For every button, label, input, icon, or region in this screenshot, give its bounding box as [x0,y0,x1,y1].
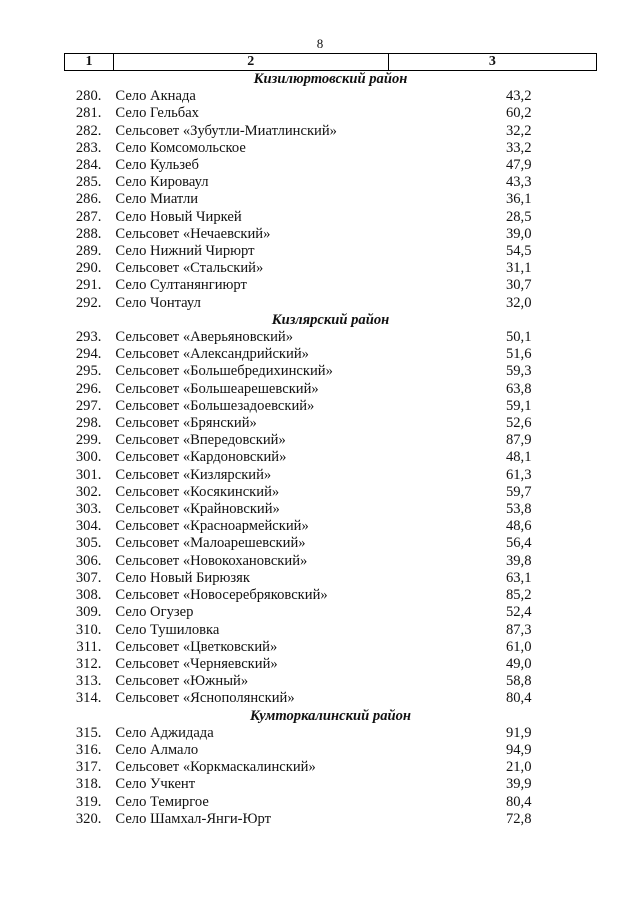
row-number: 280. [75,88,102,105]
settlement-name: Село Султанянгиюрт [115,277,247,294]
row-number: 312. [75,655,102,672]
row-value: 52,4 [505,604,532,621]
settlement-name: Сельсовет «Большезадоевский» [115,397,315,414]
row-number: 313. [75,673,102,690]
row-number: 287. [75,208,102,225]
table-row [65,381,597,398]
row-value: 32,0 [505,294,532,311]
table-row [65,501,597,518]
settlement-name: Сельсовет «Впередовский» [115,432,286,449]
table-row [65,811,597,828]
row-value: 87,9 [505,432,532,449]
table-row [65,209,597,226]
table-row [65,518,597,535]
row-number: 317. [75,759,102,776]
table-row [65,346,597,363]
row-number: 289. [75,243,102,260]
settlement-name: Сельсовет «Кизлярский» [115,466,272,483]
row-number: 314. [75,690,102,707]
row-value: 50,1 [505,329,532,346]
row-number: 302. [75,483,102,500]
row-number: 294. [75,346,102,363]
district-heading: Кизилюртовский район [253,71,408,87]
table-row [65,742,597,759]
table-row [65,673,597,690]
row-value: 28,5 [505,208,532,225]
row-value: 51,6 [505,346,532,363]
table-row [65,329,597,346]
row-number: 297. [75,397,102,414]
table-row [65,656,597,673]
settlement-name: Село Темиргое [115,793,209,810]
row-number: 311. [76,638,102,655]
settlement-name: Село Гельбах [115,105,199,122]
district-heading-row [65,71,597,89]
row-number: 293. [75,329,102,346]
district-heading: Кумторкалинский район [249,707,412,724]
row-value: 43,2 [505,88,532,105]
row-value: 39,9 [505,776,532,793]
row-number: 291. [75,277,102,294]
table-row [65,587,597,604]
settlement-name: Сельсовет «Крайновский» [115,501,280,518]
settlement-name: Сельсовет «Малоарешевский» [115,535,306,552]
row-number: 285. [75,174,102,191]
table-row [65,105,597,122]
settlement-name: Сельсовет «Новосеребряковский» [115,587,328,604]
table-row [65,398,597,415]
settlement-name: Село Тушиловка [115,621,220,638]
row-number: 305. [75,535,102,552]
settlement-name: Село Чонтаул [115,294,201,311]
table-row [65,759,597,776]
row-number: 315. [75,724,102,741]
row-value: 21,0 [505,759,532,776]
row-value: 53,8 [505,501,532,518]
settlement-name: Село Учкент [115,776,196,793]
row-number: 303. [75,501,102,518]
table-row [65,639,597,656]
district-heading-row [65,312,597,329]
row-value: 49,0 [505,655,532,672]
settlement-name: Село Новый Чиркей [115,208,242,225]
table-row [65,157,597,174]
row-value: 59,1 [505,397,532,414]
row-number: 296. [75,380,102,397]
row-number: 298. [75,415,102,432]
table-row [65,570,597,587]
settlement-name: Сельсовет «Аверьяновский» [115,329,294,346]
row-number: 309. [75,604,102,621]
table-row [65,174,597,191]
row-value: 85,2 [505,587,532,604]
table-row [65,415,597,432]
row-value: 91,9 [505,724,532,741]
table-row [65,776,597,793]
row-number: 300. [75,449,102,466]
row-value: 94,9 [505,741,532,758]
row-number: 306. [75,552,102,569]
row-value: 39,8 [505,552,532,569]
table-row [65,484,597,501]
row-value: 32,2 [505,122,532,139]
row-value: 80,4 [505,793,532,810]
row-value: 60,2 [505,105,532,122]
settlement-name: Село Кироваул [115,174,209,191]
row-value: 33,2 [505,139,532,156]
row-number: 304. [75,518,102,535]
header-col-2: 2 [113,54,388,71]
settlement-name: Сельсовет «Яснополянский» [115,690,295,707]
row-value: 47,9 [505,157,532,174]
table-row [65,243,597,260]
table-row [65,553,597,570]
header-col-3: 3 [388,54,596,71]
settlement-name: Село Шамхал-Янги-Юрт [115,810,272,827]
row-value: 61,0 [505,638,532,655]
table-row [65,725,597,742]
settlement-name: Село Миатли [115,191,199,208]
row-value: 63,1 [505,569,532,586]
table-row [65,794,597,811]
row-number: 286. [75,191,102,208]
page-number: 8 [316,36,324,51]
settlement-name: Сельсовет «Кардоновский» [115,449,287,466]
row-number: 282. [75,122,102,139]
row-value: 48,6 [505,518,532,535]
row-value: 54,5 [505,243,532,260]
row-value: 59,7 [505,483,532,500]
settlement-name: Село Огузер [115,604,194,621]
district-heading-row [65,708,597,725]
settlements-table [64,53,597,828]
row-value: 48,1 [505,449,532,466]
table-row [65,690,597,707]
settlement-name: Село Алмало [115,741,199,758]
row-number: 295. [75,363,102,380]
settlement-name: Сельсовет «Стальский» [115,260,264,277]
settlement-name: Сельсовет «Большеарешевский» [115,380,319,397]
settlement-name: Сельсовет «Коркмаскалинский» [115,759,316,776]
table-row [65,535,597,552]
row-number: 307. [75,569,102,586]
row-value: 52,6 [505,415,532,432]
settlement-name: Сельсовет «Косякинский» [115,483,280,500]
settlement-name: Сельсовет «Цветковский» [115,638,278,655]
row-value: 36,1 [505,191,532,208]
row-number: 318. [75,776,102,793]
settlement-name: Село Кульзеб [115,157,199,174]
settlement-name: Село Аджидада [115,724,214,741]
row-number: 319. [75,793,102,810]
row-number: 316. [75,741,102,758]
table-row [65,467,597,484]
row-number: 284. [75,157,102,174]
row-number: 292. [75,294,102,311]
settlements-table-container [64,53,597,828]
header-col-1: 1 [65,54,114,71]
row-value: 31,1 [505,260,532,277]
settlement-name: Сельсовет «Большебредихинский» [115,363,333,380]
header-row [65,54,597,71]
table-row [65,363,597,380]
row-number: 310. [75,621,102,638]
table-row [65,140,597,157]
row-value: 63,8 [505,380,532,397]
settlement-name: Сельсовет «Брянский» [115,415,257,432]
settlement-name: Сельсовет «Красноармейский» [115,518,309,535]
row-value: 56,4 [505,535,532,552]
row-number: 308. [75,587,102,604]
row-value: 61,3 [505,466,532,483]
table-row [65,277,597,294]
table-row [65,604,597,621]
row-number: 283. [75,139,102,156]
table-row [65,123,597,140]
settlement-name: Село Нижний Чирюрт [115,243,255,260]
settlement-name: Сельсовет «Южный» [115,673,249,690]
row-value: 80,4 [505,690,532,707]
row-value: 72,8 [505,810,532,827]
row-value: 87,3 [505,621,532,638]
settlement-name: Село Комсомольское [115,139,246,156]
row-number: 281. [75,105,102,122]
district-heading: Кизлярский район [271,311,390,328]
row-number: 299. [75,432,102,449]
settlement-name: Сельсовет «Александрийский» [115,346,309,363]
table-row [65,191,597,208]
settlement-name: Село Новый Бирюзяк [115,569,250,586]
row-value: 58,8 [505,673,532,690]
row-number: 301. [75,466,102,483]
row-number: 288. [75,225,102,242]
table-body [65,71,597,828]
row-value: 43,3 [505,174,532,191]
settlement-name: Сельсовет «Зубутли-Миатлинский» [115,122,337,139]
table-header [65,54,597,71]
row-value: 59,3 [505,363,532,380]
table-row [65,449,597,466]
settlement-name: Сельсовет «Нечаевский» [115,225,271,242]
table-row [65,295,597,312]
table-row [65,260,597,277]
settlement-name: Сельсовет «Черняевский» [115,655,278,672]
row-value: 39,0 [505,225,532,242]
settlement-name: Сельсовет «Новокохановский» [115,552,308,569]
row-number: 290. [75,260,102,277]
table-row [65,432,597,449]
table-row [65,88,597,105]
row-value: 30,7 [505,277,532,294]
table-row [65,226,597,243]
settlement-name: Село Акнада [115,88,196,105]
row-number: 320. [75,810,102,827]
table-row [65,622,597,639]
